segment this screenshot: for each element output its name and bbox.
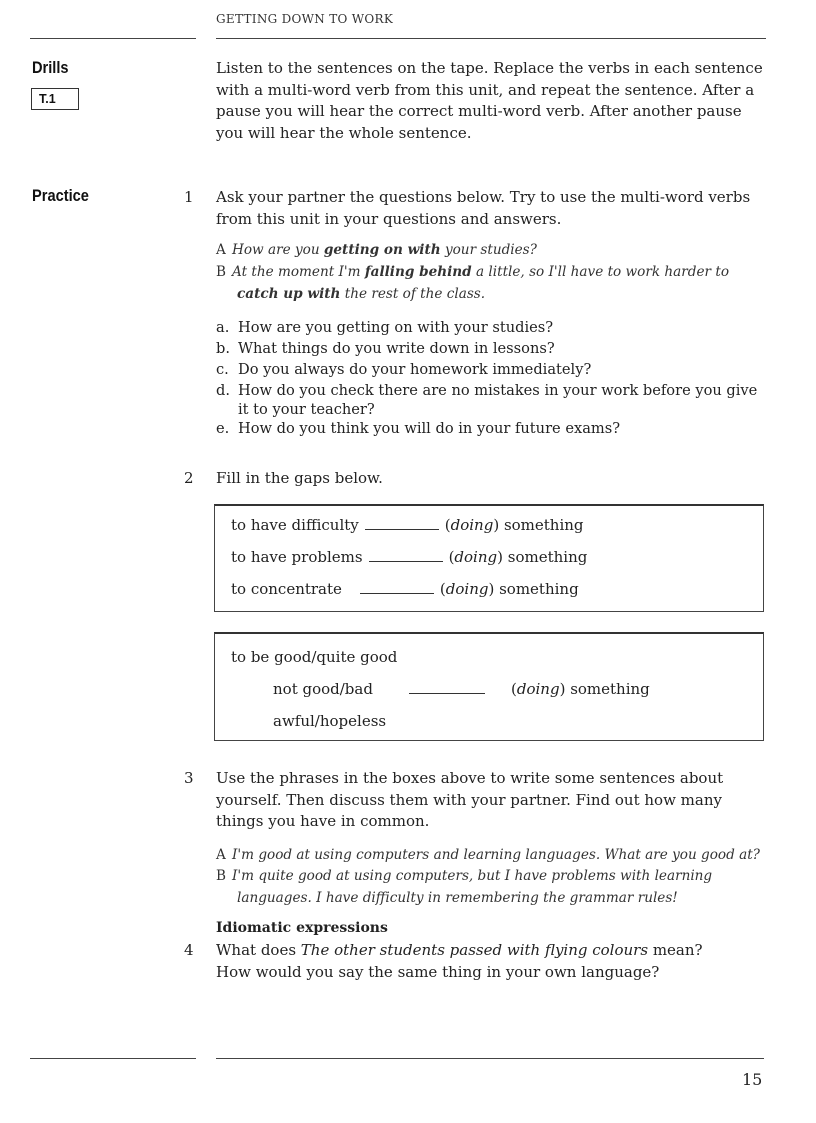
gap-blank[interactable] (360, 581, 434, 594)
gap-doing: doing (454, 548, 498, 566)
gap-tail: something (499, 580, 579, 598)
gap-row: to concentrate (doing) something (231, 580, 579, 598)
dialogue-b-bold-2: catch up with (237, 285, 341, 302)
dialogue-a-text: I'm good at using computers and learning languages. What are you good at? (232, 847, 760, 863)
exercise-4-text (216, 940, 766, 983)
speaker-b: B (216, 868, 226, 884)
ability-line-2: not good/bad (273, 680, 373, 698)
idiom-post: mean? (648, 941, 703, 959)
question-text: it to your teacher? (238, 401, 375, 418)
dialogue-a-bold: getting on with (323, 242, 441, 258)
idiom-line-2: How would you say the same thing in your own language? (216, 962, 660, 981)
dialogue-a-text: How are you (232, 242, 324, 258)
exercise-1-dialogue-b (216, 262, 776, 305)
drills-instructions: Listen to the sentences on the tape. Replace the verbs in each sentence with a multi-word verb from this unit, and repeat the sentence. After a pause you will hear the correct multi-word verb. After another pause you will hear the whole sentence. (216, 59, 763, 142)
question-text: How do you check there are no mistakes in your work before you give (238, 382, 758, 399)
header-rule-left (30, 38, 196, 39)
exercise-1-text: Ask your partner the questions below. Try to use the multi-word verbs from this unit in your questions and answers. (216, 188, 751, 228)
gap-row: (doing) something (403, 680, 650, 698)
question-item (216, 359, 776, 380)
idiom-quote: The other students passed with flying colours (300, 941, 649, 959)
question-text: Do you always do your homework immediately? (238, 361, 592, 378)
gap-blank[interactable] (409, 681, 485, 694)
idiom-pre: What does (216, 941, 301, 959)
exercise-1-dialogue-a (216, 240, 766, 262)
exercise-4-number: 4 (184, 941, 194, 959)
question-letter: d. (216, 382, 230, 399)
dialogue-b-text: At the moment I'm (232, 264, 365, 280)
gap-phrase: to have difficulty (231, 516, 359, 534)
gap-doing: doing (516, 680, 560, 698)
gap-fill-box-2 (214, 632, 764, 741)
question-letter: b. (216, 340, 230, 357)
question-item (216, 317, 776, 338)
dialogue-b-text-cont: languages. I have difficulty in remembering the grammar rules! (237, 889, 678, 906)
gap-doing: doing (445, 580, 489, 598)
page-number: 15 (742, 1070, 763, 1089)
gap-blank[interactable] (369, 549, 443, 562)
question-text: How are you getting on with your studies? (238, 319, 554, 336)
idioms-heading: Idiomatic expressions (216, 920, 388, 936)
practice-heading: Practice (32, 186, 89, 205)
speaker-b: B (216, 264, 226, 280)
dialogue-b-bold-1: falling behind (364, 264, 472, 280)
footer-rule-right (216, 1058, 764, 1059)
question-text: What things do you write down in lessons? (238, 340, 555, 357)
tape-label-box (31, 88, 79, 110)
dialogue-a-text-end: your studies? (440, 242, 537, 258)
gap-tail: something (503, 516, 584, 534)
exercise-3-dialogue-a (216, 845, 786, 867)
question-letter: a. (216, 319, 230, 336)
ability-line-1: to be good/quite good (231, 648, 398, 666)
header-rule-right (216, 38, 766, 39)
speaker-a: A (216, 242, 226, 258)
dialogue-b-text: I'm quite good at using computers, but I have problems with learning (232, 868, 713, 884)
gap-fill-box-1 (214, 504, 764, 612)
exercise-2-number: 2 (184, 469, 194, 487)
exercise-1-questions (216, 317, 776, 439)
speaker-a: A (216, 847, 226, 863)
question-item (216, 401, 776, 418)
question-letter: e. (216, 420, 230, 437)
gap-phrase: to have problems (231, 548, 363, 566)
question-item (216, 338, 776, 359)
exercise-3-number: 3 (184, 769, 194, 787)
gap-row: to have difficulty (doing) something (231, 516, 584, 534)
exercise-2-text: Fill in the gaps below. (216, 469, 383, 487)
gap-tail: something (570, 680, 650, 698)
footer-rule-left (30, 1058, 196, 1059)
exercise-3-text: Use the phrases in the boxes above to write some sentences about yourself. Then discuss them with your partner. Find out how many things you have in common. (216, 769, 724, 830)
tape-label: T.1 (39, 92, 56, 106)
dialogue-b-mid: a little, so I'll have to work harder to (471, 264, 729, 280)
question-letter: c. (216, 361, 229, 378)
gap-row: to have problems (doing) something (231, 548, 588, 566)
question-item (216, 418, 776, 439)
question-item (216, 380, 776, 401)
exercise-1-number: 1 (184, 188, 194, 206)
drills-heading: Drills (32, 58, 69, 77)
exercise-3-dialogue-b (216, 866, 776, 909)
running-head: GETTING DOWN TO WORK (216, 12, 394, 26)
ability-line-3: awful/hopeless (273, 712, 387, 730)
gap-tail: something (507, 548, 588, 566)
question-text: How do you think you will do in your future exams? (238, 420, 621, 437)
gap-doing: doing (450, 516, 494, 534)
dialogue-b-text-end: the rest of the class. (340, 285, 486, 302)
gap-phrase: to concentrate (231, 580, 342, 598)
gap-blank[interactable] (365, 517, 439, 530)
